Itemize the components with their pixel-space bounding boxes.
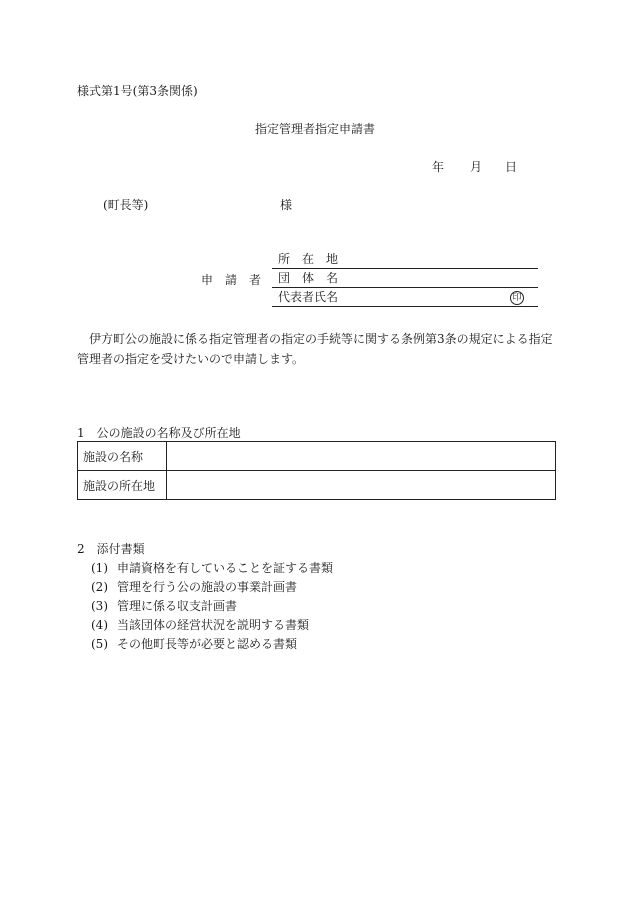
date-year: 年 bbox=[432, 160, 445, 174]
representative-name-label: 代表者氏名 bbox=[278, 290, 339, 304]
facility-name-value[interactable] bbox=[167, 442, 556, 471]
list-item-number: (1) bbox=[91, 561, 108, 575]
list-item bbox=[91, 618, 309, 632]
form-label: 様式第1号(第3条関係) bbox=[77, 84, 198, 98]
list-item bbox=[91, 561, 333, 575]
list-item-text: その他町長等が必要と認める書類 bbox=[117, 637, 298, 651]
facility-table bbox=[77, 441, 556, 500]
list-item-number: (5) bbox=[91, 637, 108, 651]
list-item bbox=[91, 580, 297, 594]
address-field[interactable] bbox=[272, 252, 538, 269]
date-month: 月 bbox=[470, 160, 483, 174]
table-row bbox=[78, 442, 556, 471]
list-item-text: 管理を行う公の施設の事業計画書 bbox=[117, 580, 298, 594]
seal-icon: 印 bbox=[510, 291, 524, 305]
applicant-heading-3: 者 bbox=[249, 273, 262, 287]
facility-location-value[interactable] bbox=[167, 471, 556, 500]
honorific: 様 bbox=[280, 198, 293, 212]
applicant-heading-1: 申 bbox=[201, 273, 214, 287]
organization-name-label: 団 体 名 bbox=[278, 271, 339, 285]
list-item-number: (4) bbox=[91, 618, 108, 632]
list-item-text: 申請資格を有していることを証する書類 bbox=[117, 561, 334, 575]
applicant-heading-2: 請 bbox=[225, 273, 238, 287]
list-item-text: 管理に係る収支計画書 bbox=[117, 599, 238, 613]
application-statement: 伊方町公の施設に係る指定管理者の指定の手続等に関する条例第3条の規定による指定管理者の指定を受けたいので申請します。 bbox=[77, 332, 553, 366]
document-title: 指定管理者指定申請書 bbox=[254, 122, 375, 136]
list-item bbox=[91, 637, 297, 651]
section2-heading: 2 添付書類 bbox=[77, 542, 145, 556]
organization-name-field[interactable] bbox=[272, 271, 538, 288]
date-day: 日 bbox=[505, 160, 518, 174]
list-item bbox=[91, 599, 237, 613]
list-item-number: (3) bbox=[91, 599, 108, 613]
addressee: (町長等) bbox=[103, 198, 149, 212]
section1-heading: 1 公の施設の名称及び所在地 bbox=[77, 426, 241, 440]
address-field-label: 所 在 地 bbox=[278, 252, 339, 266]
list-item-text: 当該団体の経営状況を説明する書類 bbox=[117, 618, 310, 632]
representative-name-field[interactable] bbox=[272, 290, 538, 307]
facility-name-label: 施設の名称 bbox=[78, 442, 167, 471]
table-row bbox=[78, 471, 556, 500]
facility-location-label: 施設の所在地 bbox=[78, 471, 167, 500]
list-item-number: (2) bbox=[91, 580, 108, 594]
